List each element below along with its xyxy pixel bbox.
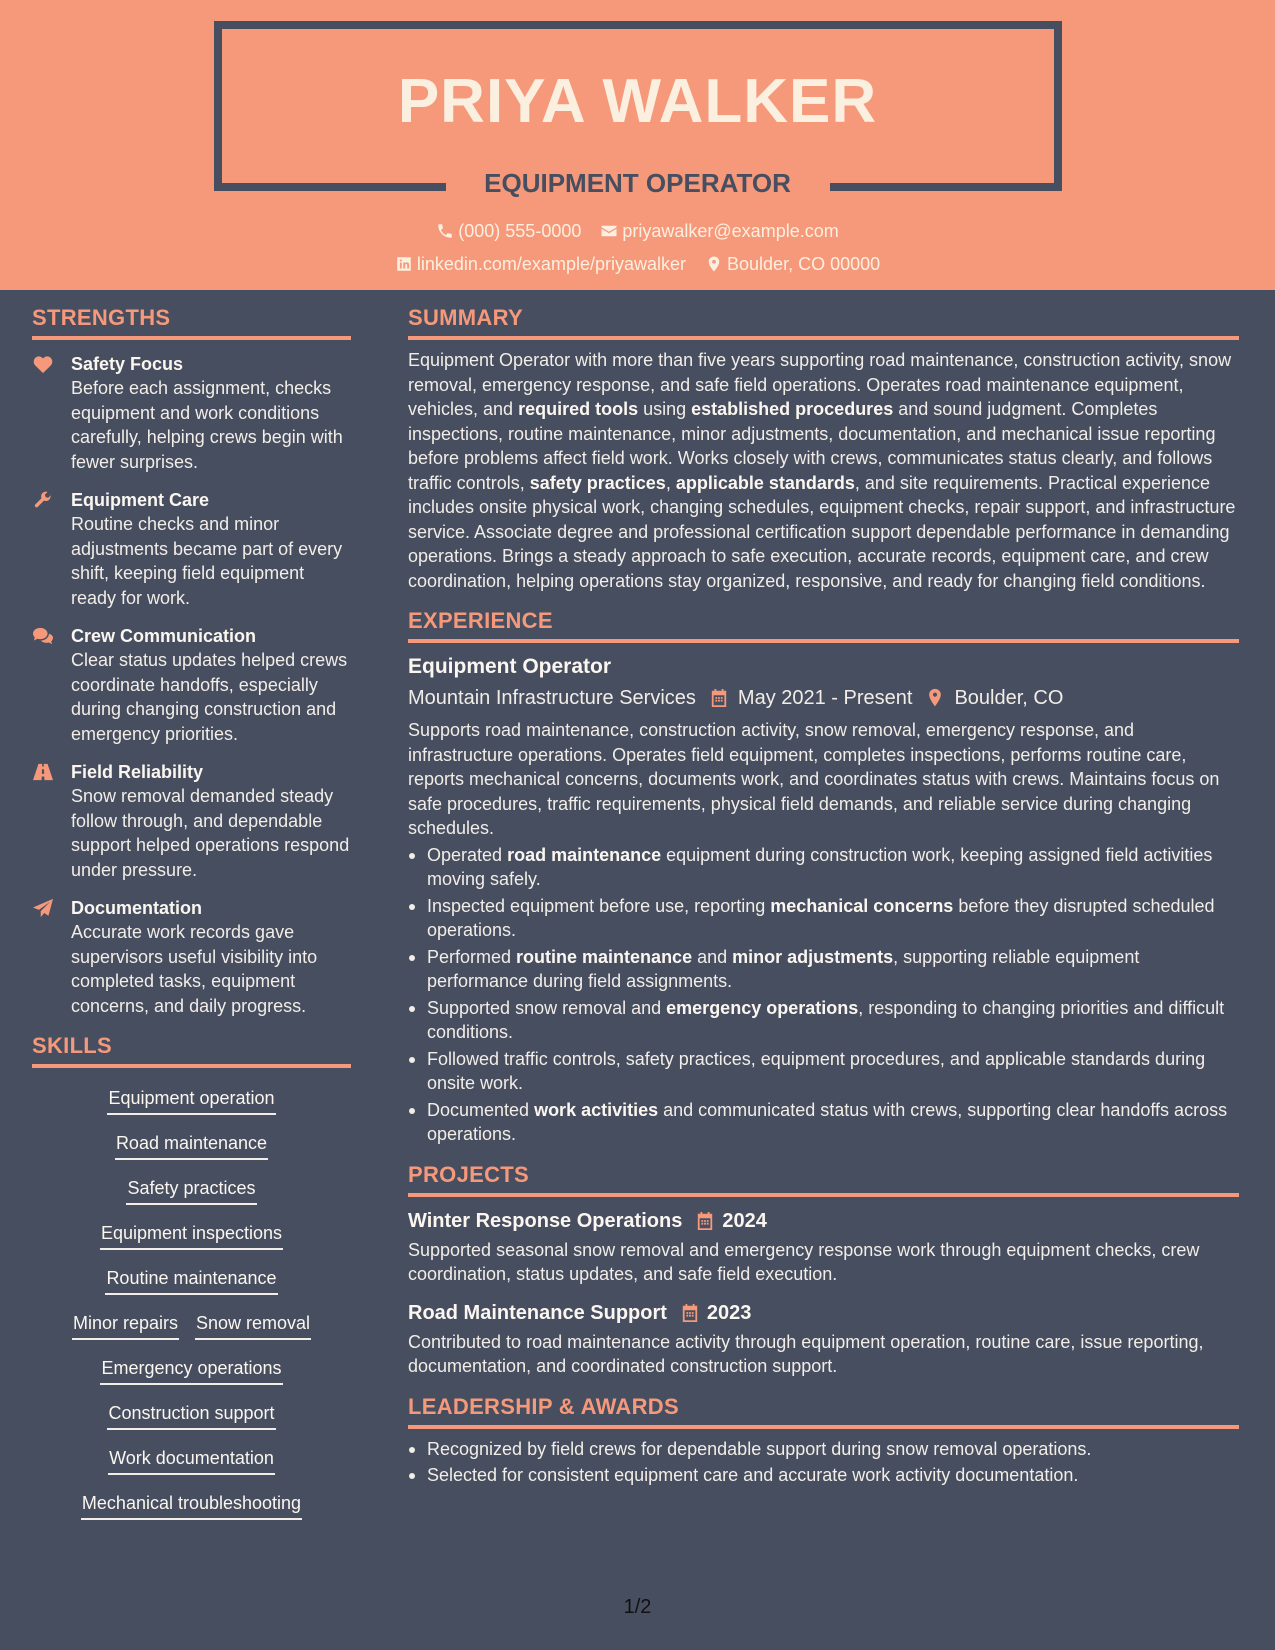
phone-contact[interactable] <box>436 219 581 243</box>
envelope-icon <box>600 222 618 240</box>
candidate-name: PRIYA WALKER <box>397 67 878 136</box>
job-location: Boulder, CO <box>954 687 1064 709</box>
list-item: Supported snow removal and emergency operations, responding to changing priorities and difficult conditions. <box>408 996 1239 1045</box>
project-description: Contributed to road maintenance activity through equipment operation, routine care, issue reporting, documentation, and coordinated construction support. <box>408 1331 1204 1376</box>
strength-item <box>32 624 351 746</box>
strength-item <box>32 352 351 474</box>
awards-heading: LEADERSHIP & AWARDS <box>408 1393 1239 1429</box>
email-text: priyawalker@example.com <box>622 221 839 241</box>
summary-text: Equipment Operator with more than five years supporting road maintenance, construction activity, snow removal, emergency response, and safe field operations. Operates road maintenance equipment, vehicles, and required tools using established procedures and sound judgment. Completes inspections, routine maintenance, minor adjustments, documentation, and mechanical issue reporting before problems affect field work. Works closely with crews, communicates status clearly, and follows traffic controls, safety practices, applicable standards, and site requirements. Practical experience includes onsite physical work, changing schedules, equipment checks, repair support, and infrastructure service. Associate degree and professional certification support dependable performance in demanding operations. Brings a steady approach to safe execution, accurate records, equipment care, and crew coordination, helping operations stay organized, responsive, and ready for changing field conditions. <box>408 350 1236 591</box>
strengths-list <box>32 352 351 1018</box>
list-item: Selected for consistent equipment care and accurate work activity documentation. <box>408 1463 1239 1488</box>
projects-heading: PROJECTS <box>408 1161 1239 1197</box>
strength-item <box>32 488 351 610</box>
company-name: Mountain Infrastructure Services <box>408 687 696 709</box>
linkedin-contact[interactable] <box>395 252 686 276</box>
linkedin-text: linkedin.com/example/priyawalker <box>416 254 686 274</box>
experience-bullets <box>408 843 1239 1147</box>
right-column <box>408 304 1239 1490</box>
job-dates: May 2021 - Present <box>737 687 913 709</box>
skill-tag: Minor repairs <box>72 1311 179 1340</box>
skills-heading: SKILLS <box>32 1032 351 1068</box>
strength-title: Crew Communication <box>71 626 257 646</box>
contact-row-1 <box>0 219 1275 246</box>
page-number: 1/2 <box>623 1596 652 1618</box>
strength-title: Field Reliability <box>71 762 204 782</box>
contact-row-2 <box>0 252 1275 279</box>
list-item: Inspected equipment before use, reporting mechanical concerns before they disrupted scheduled operations. <box>408 894 1239 943</box>
strength-item <box>32 760 351 882</box>
calendar-icon <box>696 1211 714 1231</box>
skills-list <box>32 1080 351 1530</box>
job-meta <box>408 684 1239 712</box>
project-year: 2024 <box>722 1209 767 1232</box>
paper-plane-icon <box>32 898 54 918</box>
map-marker-icon <box>705 255 723 273</box>
location-text: Boulder, CO 00000 <box>727 254 881 274</box>
skill-tag: Routine maintenance <box>105 1266 277 1295</box>
summary-heading: SUMMARY <box>408 304 1239 340</box>
strength-description: Accurate work records gave supervisors useful visibility into completed tasks, equipment concerns, and daily progress. <box>71 922 318 1016</box>
list-item: Performed routine maintenance and minor adjustments, supporting reliable equipment performance during field assignments. <box>408 945 1239 994</box>
strength-title: Equipment Care <box>71 490 210 510</box>
road-icon <box>32 762 54 782</box>
left-column <box>32 304 351 1530</box>
calendar-icon <box>710 688 728 708</box>
project-description: Supported seasonal snow removal and emergency response work through equipment checks, crew coordination, status updates, and safe field execution. <box>408 1239 1200 1284</box>
skill-tag: Equipment inspections <box>100 1221 283 1250</box>
strength-description: Routine checks and minor adjustments became part of every shift, keeping field equipment ready for work. <box>71 514 343 608</box>
heart-icon <box>32 354 54 374</box>
linkedin-icon <box>395 255 413 273</box>
skill-tag: Road maintenance <box>115 1131 268 1160</box>
skill-tag: Work documentation <box>108 1446 275 1475</box>
strength-description: Snow removal demanded steady follow through, and dependable support helped operations respond under pressure. <box>71 786 350 880</box>
job-description: Supports road maintenance, construction activity, snow removal, emergency response, and infrastructure operations. Operates field equipment, completes inspections, performs routine care, reports mechanical concerns, documents work, and coordinates status with crews. Maintains focus on safe procedures, traffic requirements, physical field demands, and reliable service during changing schedules. <box>408 720 1220 838</box>
list-item: Documented work activities and communicated status with crews, supporting clear handoffs across operations. <box>408 1098 1239 1147</box>
map-marker-icon <box>926 688 944 708</box>
strength-title: Documentation <box>71 898 203 918</box>
skill-tag: Emergency operations <box>100 1356 282 1385</box>
location-contact <box>705 252 880 276</box>
comments-icon <box>32 626 54 646</box>
strength-description: Before each assignment, checks equipment and work conditions carefully, helping crews begin with fewer surprises. <box>71 378 343 472</box>
phone-text: (000) 555-0000 <box>458 221 582 241</box>
skill-tag: Mechanical troubleshooting <box>81 1491 302 1520</box>
skill-tag: Equipment operation <box>107 1086 275 1115</box>
strength-item <box>32 896 351 1018</box>
list-item: Recognized by field crews for dependable support during snow removal operations. <box>408 1437 1239 1462</box>
strength-title: Safety Focus <box>71 354 184 374</box>
resume-header <box>0 0 1275 290</box>
job-title: Equipment Operator <box>408 655 612 678</box>
list-item: Operated road maintenance equipment during construction work, keeping assigned field activities moving safely. <box>408 843 1239 892</box>
calendar-icon <box>681 1303 699 1323</box>
email-contact[interactable] <box>600 219 838 243</box>
project-header <box>408 1207 1239 1235</box>
job-role-title: EQUIPMENT OPERATOR <box>484 168 791 198</box>
strengths-heading: STRENGTHS <box>32 304 351 340</box>
project-name: Winter Response Operations <box>408 1209 683 1232</box>
skill-tag: Construction support <box>107 1401 275 1430</box>
experience-heading: EXPERIENCE <box>408 607 1239 643</box>
skill-tag: Safety practices <box>126 1176 256 1205</box>
wrench-icon <box>32 490 54 510</box>
awards-list <box>408 1437 1239 1488</box>
phone-icon <box>436 222 454 240</box>
skill-tag: Snow removal <box>195 1311 311 1340</box>
list-item: Followed traffic controls, safety practices, equipment procedures, and applicable standards during onsite work. <box>408 1047 1239 1096</box>
project-header <box>408 1299 1239 1327</box>
project-name: Road Maintenance Support <box>408 1301 667 1324</box>
strength-description: Clear status updates helped crews coordinate handoffs, especially during changing construction and emergency priorities. <box>71 650 348 744</box>
project-year: 2023 <box>706 1301 752 1324</box>
